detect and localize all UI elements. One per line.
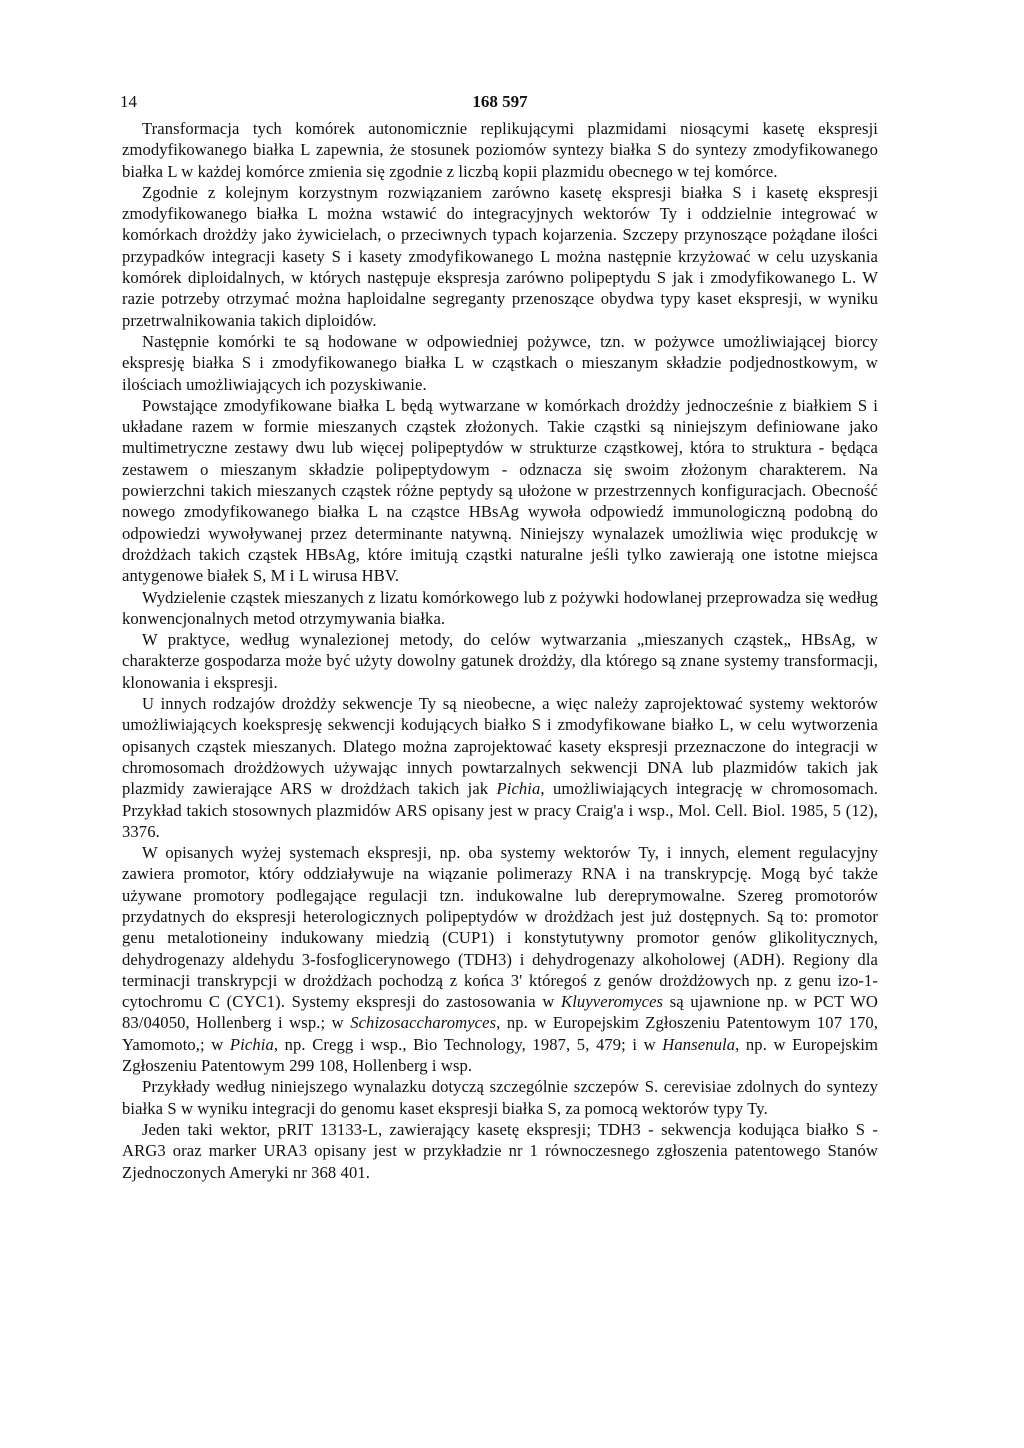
paragraph: Przykłady według niniejszego wynalazku dotyczą szczególnie szczepów S. cerevisiae zdolnych do syntezy białka S w wyniku integracji do genomu kaset ekspresji białka S, za pomocą wektorów typy Ty.	[122, 1077, 878, 1118]
body-text	[122, 118, 878, 1183]
paragraph: Powstające zmodyfikowane białka L będą wytwarzane w komórkach drożdży jednocześnie z białkiem S i układane razem w formie mieszanych cząstek złożonych. Takie cząstki są niniejszym definiowane jako multimetryczne zestawy dwu lub więcej polipeptydów w strukturze cząstkowej, która to struktura - będąca zestawem o mieszanym składzie polipeptydowym - odznacza się swoim złożonym charakterem. Na powierzchni takich mieszanych cząstek różne peptydy są ułożone w przestrzennych konfiguracjach. Obecność nowego zmodyfikowanego białka L na cząstce HBsAg wywoła odpowiedź immunologiczną podobną do odpowiedzi wywoływanej przez determinante natywną. Niniejszy wynalazek umożliwia więc produkcję w drożdżach takich cząstek HBsAg, które imitują cząstki naturalne jeśli tylko zawierają one istotne miejsca antygenowe białek S, M i L wirusa HBV.	[122, 395, 878, 586]
paragraph: Transformacja tych komórek autonomicznie replikującymi plazmidami niosącymi kasetę ekspresji zmodyfikowanego białka L zapewnia, że stosunek poziomów syntezy białka S do syntezy zmodyfikowanego białka L w każdej komórce zmienia się zgodnie z liczbą kopii plazmidu obecnego w tej komórce.	[122, 119, 878, 181]
paragraph: W opisanych wyżej systemach ekspresji, np. oba systemy wektorów Ty, i innych, element regulacyjny zawiera promotor, który oddziaływuje na wiązanie polimerazy RNA i na transkrypcję. Mogą być także używane promotory podlegające regulacji tzn. indukowalne lub dereprymowalne. Szereg promotorów przydatnych do ekspresji heterologicznych polipeptydów w drożdżach jest już dostępnych. Są to: promotor genu metalotioneiny indukowany miedzią (CUP1) i konstytutywny promotor genów glikolitycznych, dehydrogenazy aldehydu 3-fosfoglicerynowego (TDH3) i dehydrogenazy alkoholowej (ADH). Regiony dla terminacji transkrypcji w drożdżach pochodzą z końca 3' któregoś z genów drożdżowych np. z genu izo-1-cytochromu C (CYC1). Systemy ekspresji do zastosowania w Kluyveromyces są ujawnione np. w PCT WO 83/04050, Hollenberg i wsp.; w Schizosaccharomyces, np. w Europejskim Zgłoszeniu Patentowym 107 170, Yamomoto,; w Pichia, np. Cregg i wsp., Bio Technology, 1987, 5, 479; i w Hansenula, np. w Europejskim Zgłoszeniu Patentowym 299 108, Hollenberg i wsp.	[122, 843, 878, 1076]
page-number: 14	[120, 92, 137, 111]
patent-number: 168 597	[472, 92, 528, 111]
paragraph: Jeden taki wektor, pRIT 13133-L, zawierający kasetę ekspresji; TDH3 - sekwencja kodująca białko S - ARG3 oraz marker URA3 opisany jest w przykładzie nr 1 równoczesnego zgłoszenia patentowego Stanów Zjednoczonych Ameryki nr 368 401.	[122, 1119, 878, 1182]
paragraph: Zgodnie z kolejnym korzystnym rozwiązaniem zarówno kasetę ekspresji białka S i kasetę ekspresji zmodyfikowanego białka L można wstawić do integracyjnych wektorów Ty i oddzielnie integrować w komórkach drożdży jako żywicielach, o przeciwnych typach kojarzenia. Szczepy przynoszące pożądane ilości przypadków integracji kasety S i kasety zmodyfikowanego L można następnie krzyżować w celu uzyskania komórek diploidalnych, w których następuje ekspresja zarówno polipeptydu S jak i zmodyfikowanego L. W razie potrzeby otrzymać można haploidalne segreganty przenoszące obydwa typy kaset ekspresji, w wyniku przetrwalnikowania takich diploidów.	[122, 182, 878, 330]
paragraph: W praktyce, według wynalezionej metody, do celów wytwarzania „mieszanych cząstek„ HBsAg, w charakterze gospodarza może być użyty dowolny gatunek drożdży, dla którego są znane systemy transformacji, klonowania i ekspresji.	[122, 630, 878, 692]
paragraph: Wydzielenie cząstek mieszanych z lizatu komórkowego lub z pożywki hodowlanej przeprowadza się według konwencjonalnych metod otrzymywania białka.	[122, 587, 878, 628]
paragraph: Następnie komórki te są hodowane w odpowiedniej pożywce, tzn. w pożywce umożliwiającej biorcy ekspresję białka S i zmodyfikowanego białka L w cząstkach o mieszanym składzie podjednostkowym, w ilościach umożliwiających ich pozyskiwanie.	[122, 331, 878, 394]
paragraph: U innych rodzajów drożdży sekwencje Ty są nieobecne, a więc należy zaprojektować systemy wektorów umożliwiających koekspresję sekwencji kodujących białko S i zmodyfikowane białko L, w celu wytworzenia opisanych cząstek mieszanych. Dlatego można zaprojektować kasety ekspresji przeznaczone do integracji w chromosomach drożdżowych używając innych powtarzalnych sekwencji DNA lub plazmidów takich jak plazmidy zawierające ARS w drożdżach takich jak Pichia, umożliwiających integrację w chromosomach. Przykład takich stosownych plazmidów ARS opisany jest w pracy Craig'a i wsp., Mol. Cell. Biol. 1985, 5 (12), 3376.	[122, 694, 878, 841]
document-page	[122, 92, 878, 1183]
page-header	[122, 92, 878, 118]
